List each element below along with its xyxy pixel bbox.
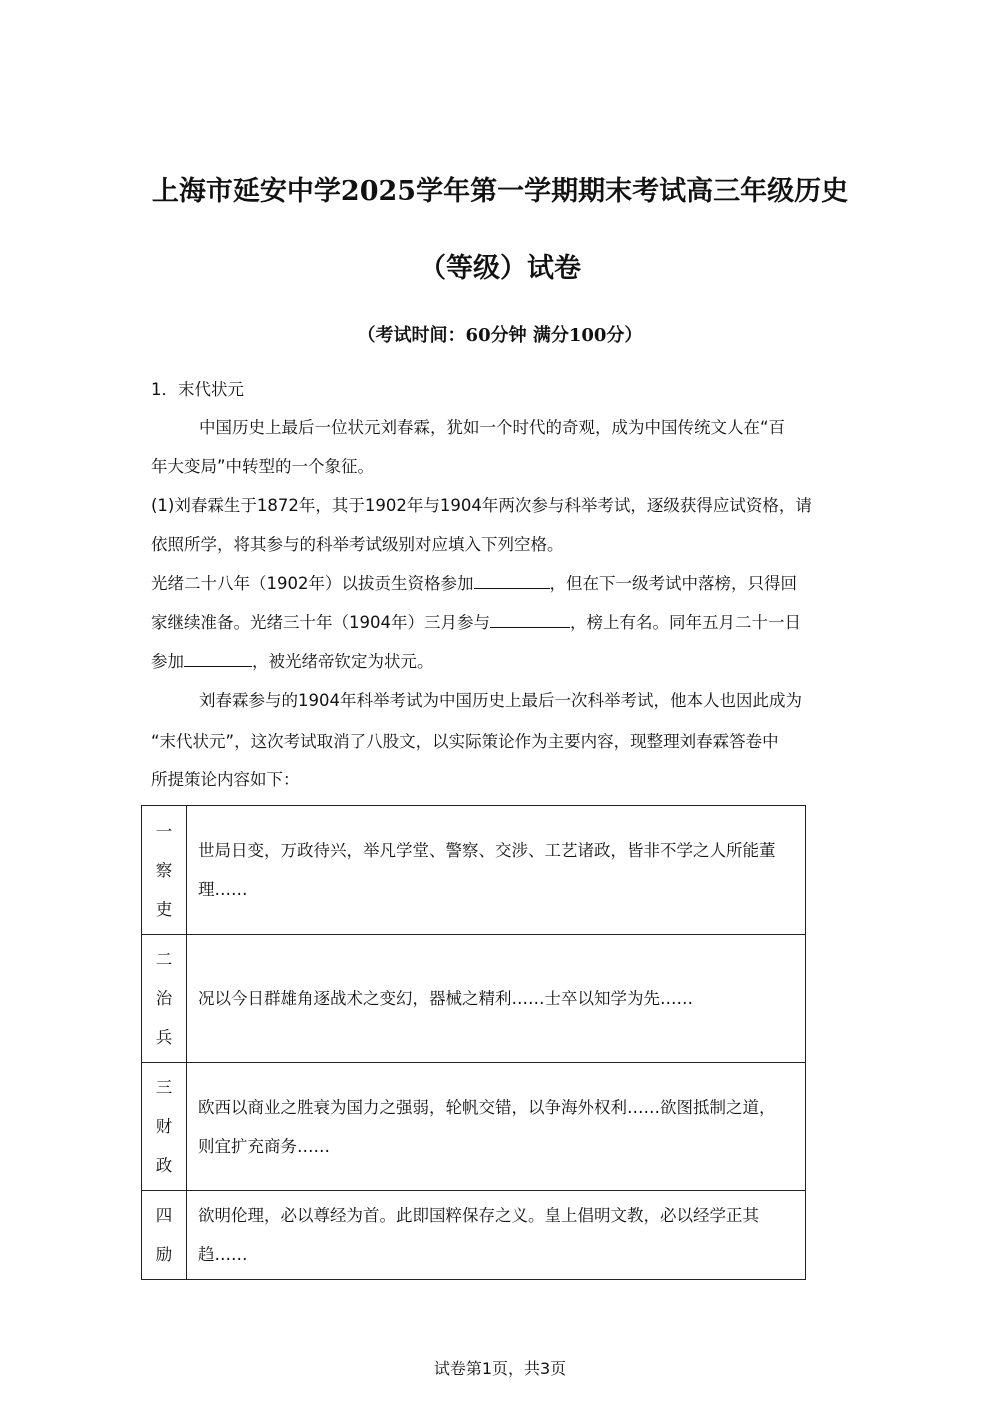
page-footer: 试卷第1页，共3页 (433, 1359, 567, 1378)
row-content: 欧西以商业之胜衰为国力之强弱，轮帆交错，以争海外权利……欲图抵制之道，则宜扩充商务…… (187, 1063, 806, 1191)
fill-text: 家继续准备。光绪三十年（1904年）三月参与 (151, 613, 490, 632)
question-heading: 1．末代状元 (151, 380, 244, 399)
table-row (142, 1191, 806, 1280)
row-content: 况以今日群雄角逐战术之变幻，器械之精利……士卒以知学为先…… (187, 935, 806, 1063)
fill-text: 光绪二十八年（1902年）以拔贡生资格参加 (151, 574, 474, 593)
fill-line-2 (151, 611, 851, 635)
fill-line-3 (151, 650, 851, 674)
label-char: 二 (155, 950, 173, 969)
paragraph-2-line-1: 刘春霖参与的1904年科举考试为中国历史上最后一次科举考试，他本人也因此成为 (199, 691, 802, 710)
subquestion-1-line-2: 依照所学，将其参与的科举考试级别对应填入下列空格。 (151, 535, 564, 554)
answer-blank-1[interactable] (474, 572, 550, 589)
paragraph-2-line-2: “末代状元”，这次考试取消了八股文，以实际策论作为主要内容，现整理刘春霖答卷中 (151, 732, 779, 751)
intro-line-2: 年大变局”中转型的一个象征。 (151, 457, 375, 476)
label-char: 政 (155, 1156, 173, 1175)
table-row (142, 1063, 806, 1191)
fill-line-1 (151, 572, 851, 596)
label-char: 四 (155, 1206, 173, 1225)
row-content: 世局日变，万政待兴，举凡学堂、警察、交涉、工艺诸政，皆非不学之人所能董理…… (187, 806, 806, 935)
label-char: 吏 (155, 899, 173, 919)
label-char: 一 (155, 821, 173, 841)
label-char: 励 (155, 1245, 173, 1264)
label-char: 治 (155, 989, 173, 1008)
label-char: 兵 (155, 1028, 173, 1047)
label-char: 察 (155, 860, 173, 880)
paragraph-2-line-3: 所提策论内容如下： (151, 770, 300, 789)
answer-blank-3[interactable] (184, 650, 252, 667)
table-row (142, 935, 806, 1063)
row-label (142, 806, 187, 935)
row-label (142, 1063, 187, 1191)
row-label (142, 1191, 187, 1280)
row-content: 欲明伦理，必以尊经为首。此即国粹保存之义。皇上倡明文教，必以经学正其趋…… (187, 1191, 806, 1280)
label-char: 财 (155, 1117, 173, 1136)
row-label (142, 935, 187, 1063)
fill-text: ，但在下一级考试中落榜，只得回 (549, 574, 797, 593)
fill-text: ，榜上有名。同年五月二十一日 (570, 613, 801, 632)
fill-text: 参加 (151, 652, 184, 671)
subquestion-1-line-1: (1)刘春霖生于1872年，其于1902年与1904年两次参与科举考试，逐级获得应试资格，请 (151, 496, 812, 515)
exam-title-line2: （等级）试卷 (419, 253, 581, 284)
exam-title-line1: 上海市延安中学2025学年第一学期期末考试高三年级历史 (151, 176, 849, 207)
intro-line-1: 中国历史上最后一位状元刘春霖，犹如一个时代的奇观，成为中国传统文人在“百 (199, 418, 786, 437)
exam-time-info: （考试时间：60分钟 满分100分） (357, 325, 643, 346)
policy-table (141, 805, 806, 1280)
label-char: 三 (155, 1078, 173, 1097)
table-row (142, 806, 806, 935)
answer-blank-2[interactable] (490, 611, 570, 628)
fill-text: ，被光绪帝钦定为状元。 (252, 652, 434, 671)
